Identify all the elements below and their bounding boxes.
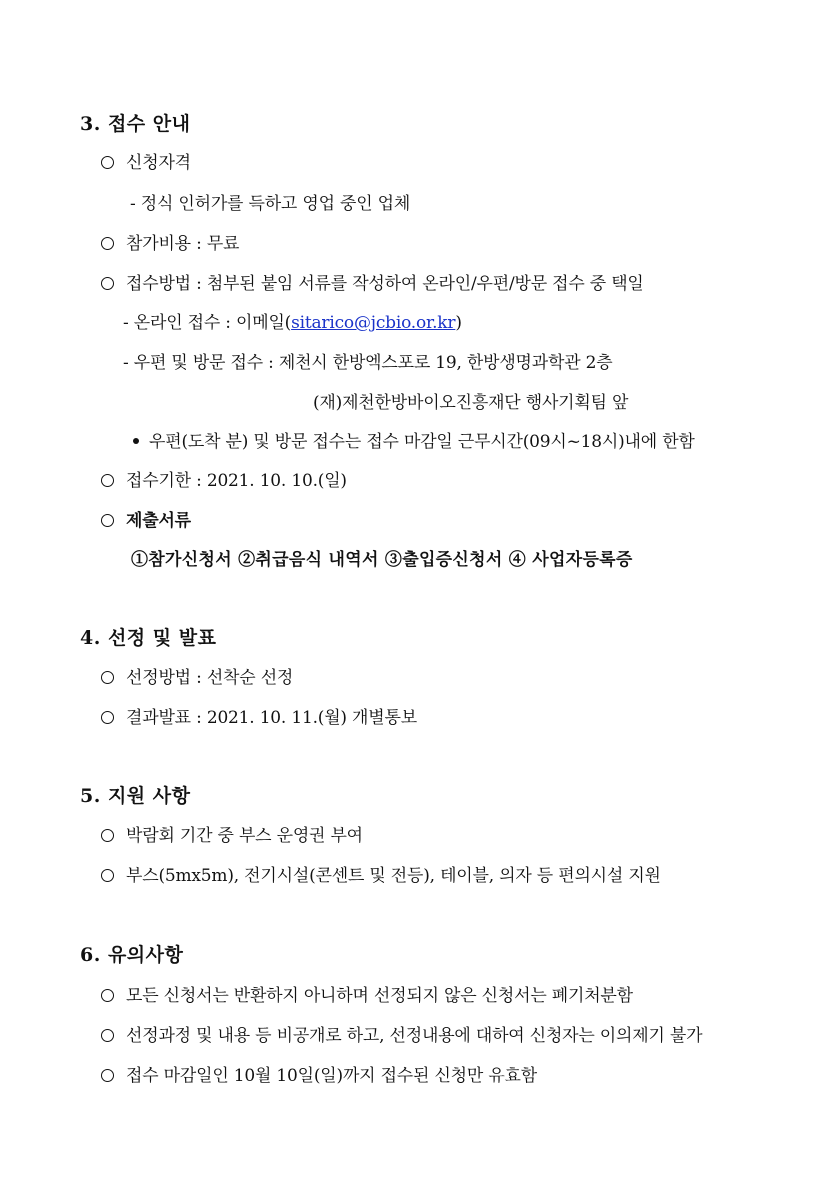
circle-bullet-icon	[101, 989, 114, 1002]
deadline-item	[101, 470, 347, 492]
support-item-2-text: 부스(5mx5m), 전기시설(콘센트 및 전등), 테이블, 의자 등 편의시설 지원	[126, 866, 661, 886]
section-4-title: 4. 선정 및 발표	[80, 627, 217, 649]
qualification-detail: - 정식 인허가를 득하고 영업 중인 업체	[130, 194, 411, 214]
notice-item-2-text: 선정과정 및 내용 등 비공개로 하고, 선정내용에 대하여 신청자는 이의제기 불가	[126, 1026, 703, 1046]
circle-bullet-icon	[101, 514, 114, 527]
selection-method-text: 선정방법 : 선착순 선정	[126, 668, 294, 688]
qualification-item	[101, 152, 191, 174]
support-item-1	[101, 825, 363, 847]
circle-bullet-icon	[101, 1069, 114, 1082]
circle-bullet-icon	[101, 277, 114, 290]
online-prefix: - 온라인 접수 : 이메일(	[123, 313, 292, 333]
online-submission	[123, 312, 462, 334]
notice-item-1	[101, 985, 633, 1007]
online-suffix: )	[455, 313, 462, 333]
post-note	[133, 431, 695, 453]
circle-bullet-icon	[101, 474, 114, 487]
method-text: 접수방법 : 첨부된 붙임 서류를 작성하여 온라인/우편/방문 접수 중 택일	[126, 274, 644, 294]
result-item	[101, 707, 417, 729]
support-item-2	[101, 865, 661, 887]
section-3-title: 3. 접수 안내	[80, 113, 191, 135]
documents-label: 제출서류	[126, 511, 191, 531]
section-5-title: 5. 지원 사항	[80, 785, 191, 807]
circle-bullet-icon	[101, 829, 114, 842]
notice-item-3-text: 접수 마감일인 10월 10일(일)까지 접수된 신청만 유효함	[126, 1066, 537, 1086]
circle-bullet-icon	[101, 156, 114, 169]
circle-bullet-icon	[101, 711, 114, 724]
documents-item	[101, 510, 191, 532]
notice-item-2	[101, 1025, 702, 1047]
section-6-title: 6. 유의사항	[80, 944, 184, 966]
notice-item-3	[101, 1065, 537, 1087]
post-submission-line2: (재)제천한방바이오진흥재단 행사기획팀 앞	[313, 393, 629, 413]
notice-item-1-text: 모든 신청서는 반환하지 아니하며 선정되지 않은 신청서는 폐기처분함	[126, 986, 633, 1006]
documents-list: ①참가신청서 ②취급음식 내역서 ③출입증신청서 ④ 사업자등록증	[131, 550, 633, 570]
circle-bullet-icon	[101, 671, 114, 684]
post-submission-line1: - 우편 및 방문 접수 : 제천시 한방엑스포로 19, 한방생명과학관 2층	[123, 353, 613, 373]
circle-bullet-icon	[101, 869, 114, 882]
result-text: 결과발표 : 2021. 10. 11.(월) 개별통보	[126, 708, 417, 728]
circle-bullet-icon	[101, 237, 114, 250]
fee-text: 참가비용 : 무료	[126, 234, 240, 254]
qualification-label: 신청자격	[126, 153, 191, 173]
email-link[interactable]: sitarico@jcbio.or.kr	[291, 313, 456, 333]
support-item-1-text: 박람회 기간 중 부스 운영권 부여	[126, 826, 363, 846]
deadline-text: 접수기한 : 2021. 10. 10.(일)	[126, 471, 347, 491]
post-note-text: 우편(도착 분) 및 방문 접수는 접수 마감일 근무시간(09시~18시)내에 한함	[149, 432, 695, 452]
fee-item	[101, 233, 239, 255]
selection-method-item	[101, 667, 293, 689]
circle-bullet-icon	[101, 1029, 114, 1042]
dot-bullet-icon	[133, 438, 139, 444]
method-item	[101, 273, 644, 295]
